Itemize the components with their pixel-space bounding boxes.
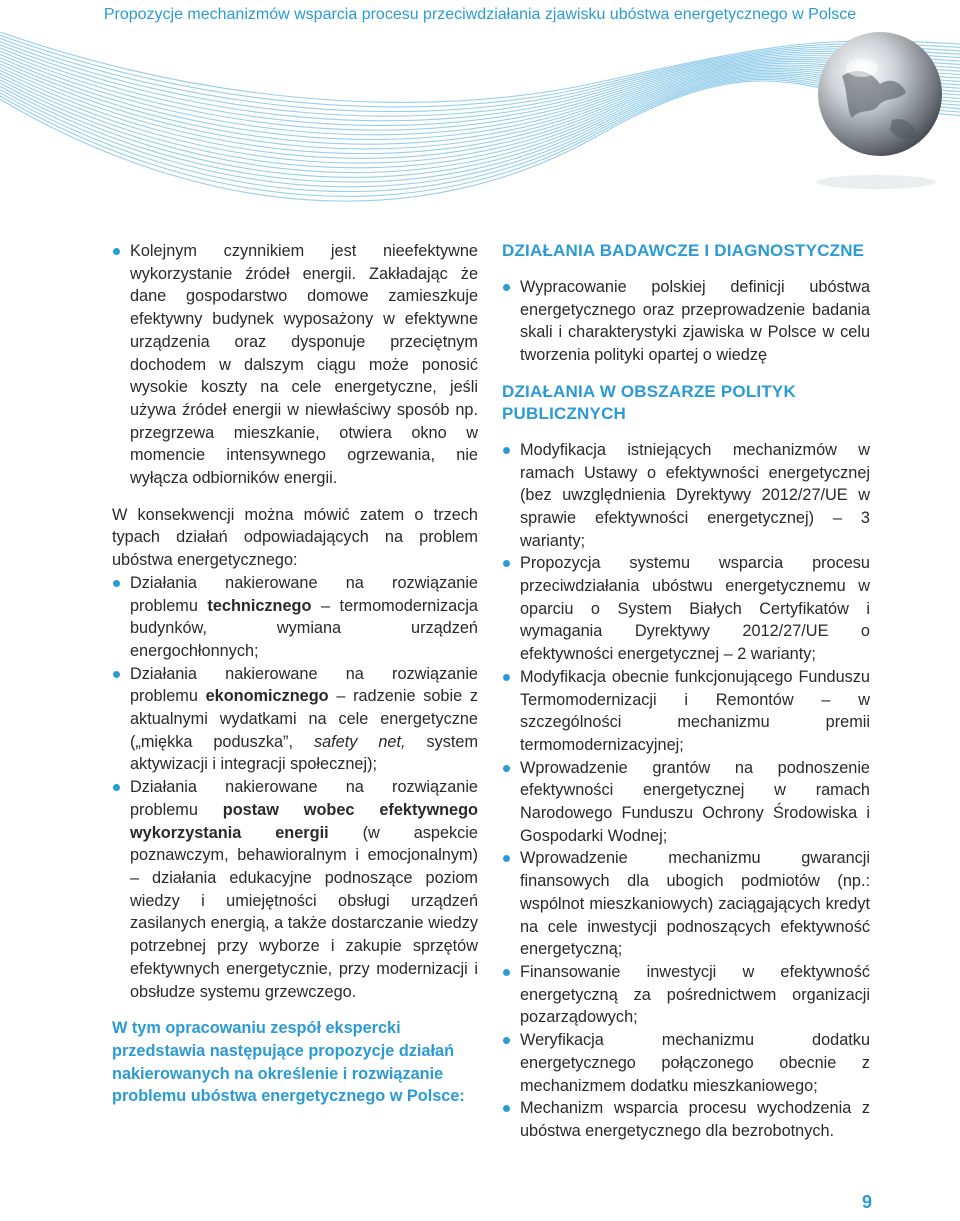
emphasis: technicznego [207,596,312,615]
wave-lines-decoration [0,32,960,222]
list-item: Działania nakierowane na rozwiązanie problemu postaw wobec efektywnego wykorzystania energii (w aspekcie poznawczym, behawioralnym i emocjonalnym) – działania edukacyjne podnoszące poziom wiedzy i umiejętności obsługi urządzeń zasilanych energią, a także dostarczanie wiedzy potrzebnej przy wyborze i zakupie sprzętów efektywnych energetycznie, przy modernizacji i obsłudze systemu grzewczego. [112,776,478,1003]
italic-term: safety net, [313,732,406,751]
list-item: Działania nakierowane na rozwiązanie problemu technicznego – termomodernizacja budynków, wymiana urządzeń energochłonnych; [112,572,478,663]
list-item: Propozycja systemu wsparcia procesu przeciwdziałania ubóstwu energetycznemu w oparciu o System Białych Certyfikatów i wymagania Dyrektywy 2012/27/UE o efektywności energetycznej – 2 warianty; [502,552,870,666]
closing-paragraph: W tym opracowaniu zespół ekspercki przedstawia następujące propozycje działań nakierowanych na określenie i rozwiązanie problemu ubóstwa energetycznego w Polsce: [112,1019,465,1106]
list-item: Wprowadzenie grantów na podnoszenie efektywności energetycznej w ramach Narodowego Funduszu Ochrony Środowiska i Gospodarki Wodnej; [502,757,870,848]
wave-line [0,35,960,107]
section-heading-policies: DZIAŁANIA W OBSZARZE POLITYK PUBLICZNYCH [502,381,796,423]
bullet-text: Kolejnym czynnikiem jest nieefektywne wykorzystanie źródeł energii. Zakładając że dane gospodarstwo domowe zamieszkuje efektywny budynek wyposażony w efektywne urządzenia oraz dysponuje przeciętnym dochodem w dalszym ciągu może ponosić wysokie koszty na cele energetyczne, jeśli używa źródeł energii w niewłaściwy sposób np. przegrzewa mieszkanie, otwiera okno w momencie intensywnego ogrzewania, nie wyłącza odbiorników energii. [130,242,478,488]
list-item: Finansowanie inwestycji w efektywność energetyczną za pośrednictwem organizacji pozarządowych; [502,961,870,1029]
globe-icon [816,32,942,189]
list-item: Modyfikacja istniejących mechanizmów w ramach Ustawy o efektywności energetycznej (bez uwzględnienia Dyrektywy 2012/27/UE w sprawie efektywności energetycznej) – 3 warianty; [502,439,870,553]
list-item: Mechanizm wsparcia procesu wychodzenia z ubóstwa energetycznego dla bezrobotnych. [502,1097,870,1142]
list-item: Modyfikacja obecnie funkcjonującego Funduszu Termomodernizacji i Remontów – w szczególności mechanizmu premii termomodernizacyjnej; [502,666,870,757]
list-item [112,240,478,490]
list-item: Weryfikacja mechanizmu dodatku energetycznego połączonego obecnie z mechanizmem dodatku mieszkaniowego; [502,1029,870,1097]
section-heading-research: DZIAŁANIA BADAWCZE I DIAGNOSTYCZNE [502,241,865,260]
right-column [502,240,870,1143]
emphasis: ekonomicznego [205,687,329,706]
left-column [112,240,478,1108]
list-item: Wypracowanie polskiej definicji ubóstwa energetycznego oraz przeprowadzenie badania skali i charakterystyki zjawiska w Polsce w celu tworzenia polityki opartej o wiedzę [502,276,870,367]
running-header: Propozycje mechanizmów wsparcia procesu przeciwdziałania zjawisku ubóstwa energetycznego w Polsce [103,6,857,23]
page-number: 9 [862,1192,873,1212]
list-item: Działania nakierowane na rozwiązanie problemu ekonomicznego – radzenie sobie z aktualnymi wydatkami na cele energetyczne („miękka poduszka”, safety net, system aktywizacji i integracji społecznej); [112,663,478,777]
paragraph-intro: W konsekwencji można mówić zatem o trzech typach działań odpowiadających na problem ubóstwa energetycznego: [112,505,478,570]
wave-line [0,79,960,196]
emphasis: postaw wobec efektywnego wykorzystania energii [130,800,478,842]
wave-line [0,32,960,102]
list-item: Wprowadzenie mechanizmu gwarancji finansowych dla ubogich podmiotów (np.: wspólnot mieszkaniowych) zaciągających kredyt na cele inwestycji podnoszących efektywność energetyczną; [502,847,870,961]
wave-line [0,81,960,201]
